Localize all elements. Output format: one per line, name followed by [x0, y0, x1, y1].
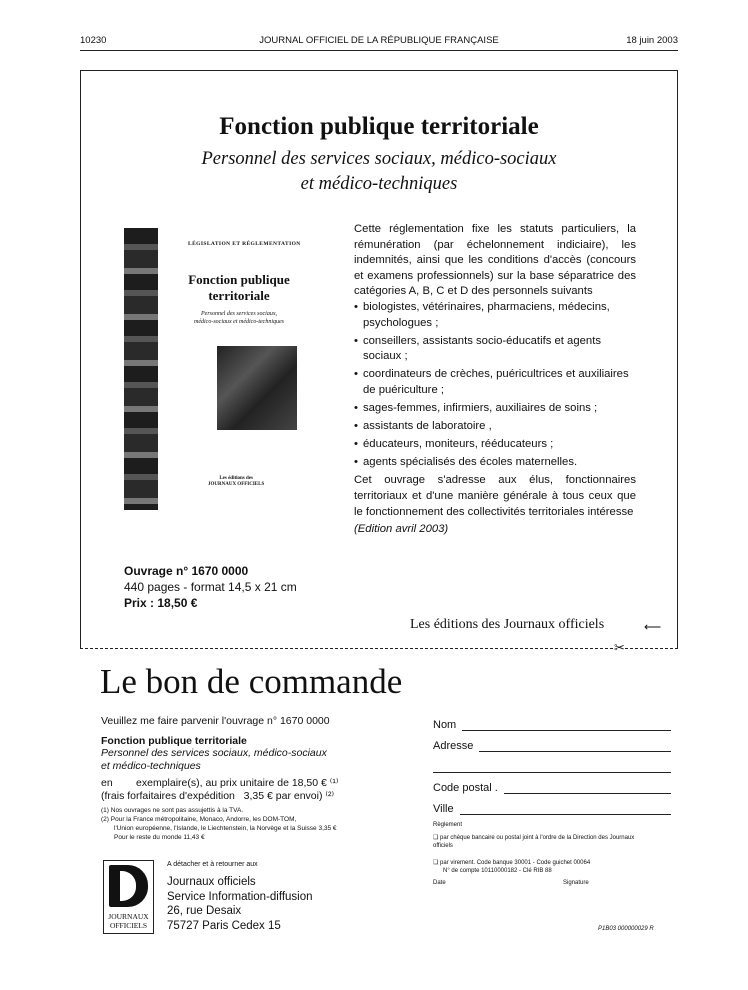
ad-intro: Cette réglementation fixe les statuts particuliers, la rémunération (par échelonnement indiciaire), les indemnités, ainsi que les conditions d'accès (concours et examens professionnels) sur la base séparatrice des catégories A, B, C et D des personnels suivants	[354, 223, 636, 298]
cover-sub-line2: médico-sociaux et médico-techniques	[194, 319, 284, 325]
postcode-line[interactable]	[504, 783, 671, 794]
price: Prix : 18,50 €	[124, 596, 198, 610]
jo-logo-icon	[109, 865, 148, 907]
order-book-sub1: Personnel des services sociaux, médico-sociaux	[101, 747, 327, 759]
reference-code: P1B03 000000029 R	[598, 926, 654, 932]
order-book-title: Fonction publique territoriale	[101, 734, 247, 747]
customer-form	[433, 712, 671, 889]
detach-note: A détacher et à retourner aux	[167, 861, 258, 868]
name-field[interactable]	[433, 710, 671, 731]
list-item: • assistants de laboratoire ,	[354, 419, 636, 435]
list-item: • conseillers, assistants socio-éducatifs et agents sociaux ;	[354, 334, 636, 365]
ad-outro: Cet ouvrage s'adresse aux élus, fonctionnaires territoriaux et d'une manière générale à tous ceux que le fonctionnement des collectivités territoriales intéresse	[354, 474, 636, 518]
ad-description	[354, 222, 636, 538]
cover-pub-line2: JOURNAUX OFFICIELS	[208, 482, 265, 487]
cover-title	[164, 272, 314, 304]
name-label: Nom	[433, 719, 457, 731]
address-line: 75727 Paris Cedex 15	[167, 919, 281, 932]
footnote-1: (1) Nos ouvrages ne sont pas assujettis à la TVA.	[101, 807, 244, 814]
book-cover	[124, 228, 320, 510]
shipping-line: (frais forfaitaires d'expédition 3,35 € par envoi) ⁽²⁾	[101, 789, 335, 802]
postcode-field[interactable]	[433, 773, 671, 794]
date-signature-row	[433, 879, 671, 889]
header-rule	[80, 50, 678, 51]
address-line: 26, rue Desaix	[167, 905, 242, 917]
journal-title: JOURNAL OFFICIEL DE LA RÉPUBLIQUE FRANÇAISE	[259, 35, 499, 46]
issue-date: 18 juin 2003	[626, 35, 678, 46]
logo-line1: JOURNAUX	[108, 912, 149, 921]
address-line: Journaux officiels	[167, 876, 256, 888]
cover-sub-line1: Personnel des services sociaux,	[201, 311, 277, 317]
quantity-line[interactable]: en exemplaire(s), au prix unitaire de 18,50 € ⁽¹⁾	[101, 777, 339, 789]
date-label: Date	[433, 880, 446, 886]
cover-photo-strip	[124, 228, 158, 510]
cheque-option[interactable]: ❑ par chèque bancaire ou postal joint à l'ordre de la Direction des Journaux officiels	[433, 835, 635, 849]
footnote-2-line1: (2) Pour la France métropolitaine, Monaco, Andorre, les DOM-TOM,	[101, 816, 297, 823]
page-number: 10230	[80, 35, 107, 46]
publisher-line: Les éditions des Journaux officiels	[410, 617, 605, 632]
city-field[interactable]	[433, 794, 671, 815]
pages-format: 440 pages - format 14,5 x 21 cm	[124, 580, 297, 594]
cut-line	[80, 648, 678, 649]
address-label: Adresse	[433, 740, 474, 752]
arrow-left-icon: ⟵	[644, 620, 662, 634]
footnote-2-line3: Pour le reste du monde 11,43 €	[114, 834, 205, 841]
cover-photo	[217, 346, 297, 430]
footnote-2-line2: l'Union européenne, l'Islande, le Liechtenstein, la Norvège et la Suisse 3,35 €	[114, 825, 337, 832]
journaux-officiels-logo	[103, 860, 154, 934]
order-request: Veuillez me faire parvenir l'ouvrage n° 1670 0000	[101, 715, 330, 727]
list-item: • coordinateurs de crèches, puéricultrices et auxiliaires de puériculture ;	[354, 367, 636, 398]
payment-label: Règlement	[433, 822, 463, 828]
list-item: • éducateurs, moniteurs, rééducateurs ;	[354, 437, 636, 453]
order-details	[101, 715, 416, 842]
list-item: • biologistes, vétérinaires, pharmaciens, médecins, psychologues ;	[354, 300, 636, 331]
postcode-label: Code postal .	[433, 782, 498, 794]
order-heading: Le bon de commande	[100, 662, 403, 701]
scissors-icon: ✂	[614, 640, 625, 655]
city-line[interactable]	[460, 804, 671, 815]
cover-title-line2: territoriale	[208, 288, 270, 303]
cover-publisher	[208, 476, 264, 488]
ad-title: Fonction publique territoriale	[219, 113, 539, 140]
address-field-2[interactable]	[433, 752, 671, 773]
address-line-2[interactable]	[433, 762, 671, 773]
name-line[interactable]	[462, 720, 671, 731]
order-book-sub2: et médico-techniques	[101, 759, 201, 772]
return-address	[167, 875, 313, 933]
cover-pub-line1: Les éditions des	[219, 476, 253, 481]
edition-note: (Edition avril 2003)	[354, 523, 449, 536]
account-number: N° de compte 10110000182 - Clé RIB 88	[443, 868, 552, 874]
ad-subtitle	[80, 147, 678, 197]
ad-subtitle-line1: Personnel des services sociaux, médico-sociaux	[201, 149, 557, 169]
book-details	[124, 563, 297, 611]
signature-label: Signature	[563, 880, 589, 886]
cover-subtitle	[164, 310, 314, 326]
city-label: Ville	[433, 803, 454, 815]
address-field[interactable]	[433, 731, 671, 752]
ouvrage-number: Ouvrage n° 1670 0000	[124, 564, 249, 578]
cover-title-line1: Fonction publique	[188, 272, 290, 287]
personnel-list	[354, 300, 636, 471]
address-line: Service Information-diffusion	[167, 890, 313, 903]
transfer-option[interactable]: ❑ par virement. Code banque 30001 - Code guichet 00064	[433, 860, 591, 866]
cover-kicker: LÉGISLATION ET RÉGLEMENTATION	[188, 241, 301, 247]
list-item: • agents spécialisés des écoles maternelles.	[354, 455, 636, 471]
ad-subtitle-line2: et médico-techniques	[300, 174, 458, 194]
address-line[interactable]	[479, 741, 671, 752]
list-item: • sages-femmes, infirmiers, auxiliaires de soins ;	[354, 401, 636, 417]
logo-line2: OFFICIELS	[109, 921, 148, 930]
